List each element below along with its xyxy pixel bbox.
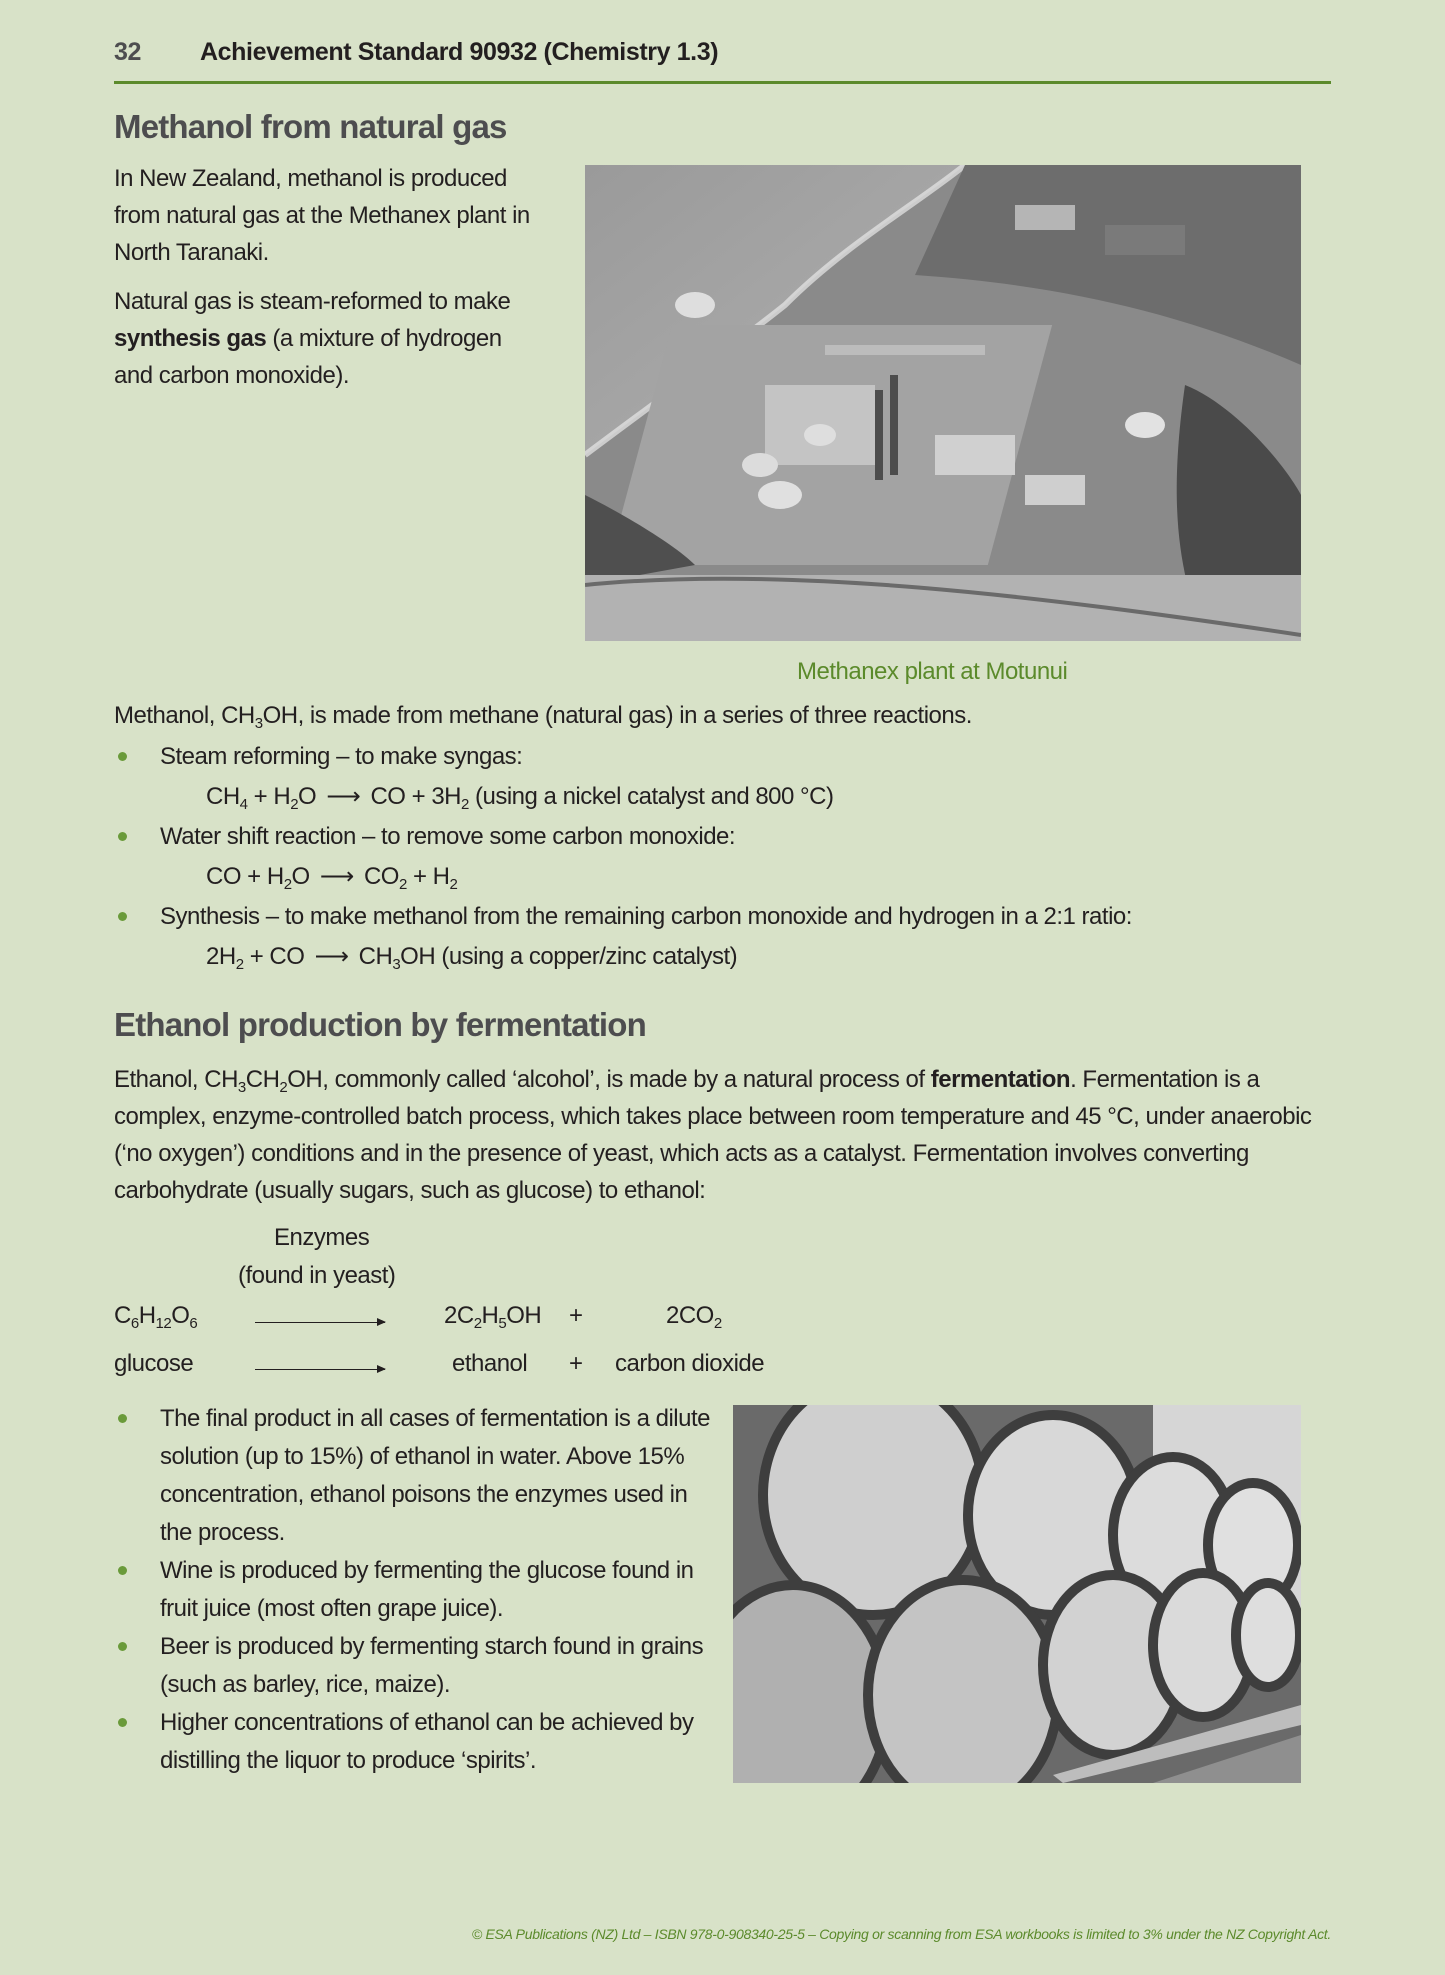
plus-sign: + <box>569 1302 583 1329</box>
ethanol-paragraph-rest: . Fermentation is a complex, enzyme-controlled batch process, which takes place between room temperature and 45 °C, under anaerobic (‘no oxygen’) conditions and in the presence of yeast, which acts as a catalyst. Fermentation involves converting carbohydrate (usually sugars, such as glucose) to ethanol: <box>114 1066 1312 1204</box>
bullet-icon <box>118 752 127 761</box>
reaction-arrow-icon <box>255 1369 385 1370</box>
methanol-series-sentence <box>114 697 1314 734</box>
series-text-before: Methanol, CH <box>114 702 255 729</box>
bullet-icon <box>118 1414 127 1423</box>
step-label: Steam reforming – to make syngas: <box>160 743 523 770</box>
step-water-shift <box>114 818 1334 856</box>
bullet-icon <box>118 1566 127 1575</box>
bullet-icon <box>118 832 127 841</box>
ethanol-name: ethanol <box>452 1350 528 1377</box>
methanol-steps-list <box>114 738 1334 978</box>
step-label: Water shift reaction – to remove some carbon monoxide: <box>160 823 736 850</box>
wine-barrels-photo <box>733 1405 1301 1783</box>
step-steam-reforming <box>114 738 1334 776</box>
fermentation-facts-list <box>114 1400 714 1780</box>
list-item <box>114 1552 714 1628</box>
step-label: Synthesis – to make methanol from the remaining carbon monoxide and hydrogen in a 2:1 ratio: <box>160 903 1132 930</box>
co2-name: carbon dioxide <box>615 1350 765 1377</box>
header-divider <box>114 81 1331 84</box>
series-text-after: OH, is made from methane (natural gas) in a series of three reactions. <box>262 702 972 729</box>
syngas-text-before: Natural gas is steam-reformed to make <box>114 288 511 315</box>
equation-steam-reforming: $CH_4 + H_2O$ ⟶ CO + $3H_2$ (using a nickel catalyst and 800 °C) <box>206 783 834 813</box>
list-item <box>114 1628 714 1704</box>
glucose-formula: $C_6H_{12}O_6$ <box>114 1302 198 1332</box>
ethanol-paragraph: Ethanol, $CH_3CH_2OH$, commonly called ‘alcohol’, is made by a natural process of fermentation. Fermentation is a complex, enzyme-controlled batch process, which takes place between room temperature and 45 °C, under anaerobic (‘no oxygen’) conditions and in the presence of yeast, which acts as a catalyst. Fermentation involves converting carbohydrate (usually sugars, such as glucose) to ethanol: <box>114 1066 1312 1204</box>
subscript: 3 <box>254 715 263 732</box>
bullet-icon <box>118 1642 127 1651</box>
standard-title: Achievement Standard 90932 (Chemistry 1.3) <box>200 37 719 66</box>
methanol-intro-paragraph: In New Zealand, methanol is produced from natural gas at the Methanex plant in North Taranaki. <box>114 165 530 266</box>
barrels-image <box>733 1405 1301 1783</box>
copyright-footer: © ESA Publications (NZ) Ltd – ISBN 978-0-908340-25-5 – Copying or scanning from ESA workbooks is limited to 3% under the NZ Copyright Act. <box>471 1926 1331 1942</box>
co2-formula: $2CO_2$ <box>666 1302 722 1332</box>
glucose-name: glucose <box>114 1350 194 1377</box>
equation-water-shift: CO + $H_2O$ ⟶ $CO_2 + H_2$ <box>206 863 458 893</box>
section-heading-ethanol: Ethanol production by fermentation <box>114 1006 646 1043</box>
aerial-plant-image <box>585 165 1301 641</box>
syngas-term: synthesis gas <box>114 325 267 352</box>
equation-synthesis: $2H_2$ + CO ⟶ $CH_3OH$ (using a copper/zinc catalyst) <box>206 943 738 973</box>
bullet-text: Higher concentrations of ethanol can be achieved by distilling the liquor to produce ‘spirits’. <box>160 1709 694 1774</box>
list-item <box>114 1704 714 1780</box>
bullet-icon <box>118 912 127 921</box>
page-number: 32 <box>114 37 142 66</box>
plus-sign: + <box>569 1350 583 1377</box>
photo-caption: Methanex plant at Motunui <box>797 658 1068 685</box>
catalyst-label: Enzymes <box>274 1224 370 1251</box>
reaction-arrow-icon <box>255 1322 385 1323</box>
step-synthesis <box>114 898 1334 936</box>
bullet-text: The final product in all cases of fermentation is a dilute solution (up to 15%) of ethanol in water. Above 15% concentration, ethanol poisons the enzymes used in the process. <box>160 1405 710 1546</box>
catalyst-source-label: (found in yeast) <box>238 1262 396 1289</box>
list-item <box>114 1400 714 1552</box>
fermentation-term: fermentation <box>930 1066 1071 1093</box>
section-heading-methanol: Methanol from natural gas <box>114 108 507 145</box>
running-head <box>114 30 718 74</box>
syngas-text-after: (a mixture of hydrogen and carbon monoxide). <box>114 325 502 389</box>
ethanol-formula: $2C_2H_5OH$ <box>444 1302 542 1332</box>
bullet-icon <box>118 1718 127 1727</box>
bullet-text: Beer is produced by fermenting starch found in grains (such as barley, rice, maize). <box>160 1633 704 1698</box>
bullet-text: Wine is produced by fermenting the glucose found in fruit juice (most often grape juice). <box>160 1557 694 1622</box>
syngas-paragraph <box>114 283 544 394</box>
methanex-plant-photo <box>585 165 1301 641</box>
